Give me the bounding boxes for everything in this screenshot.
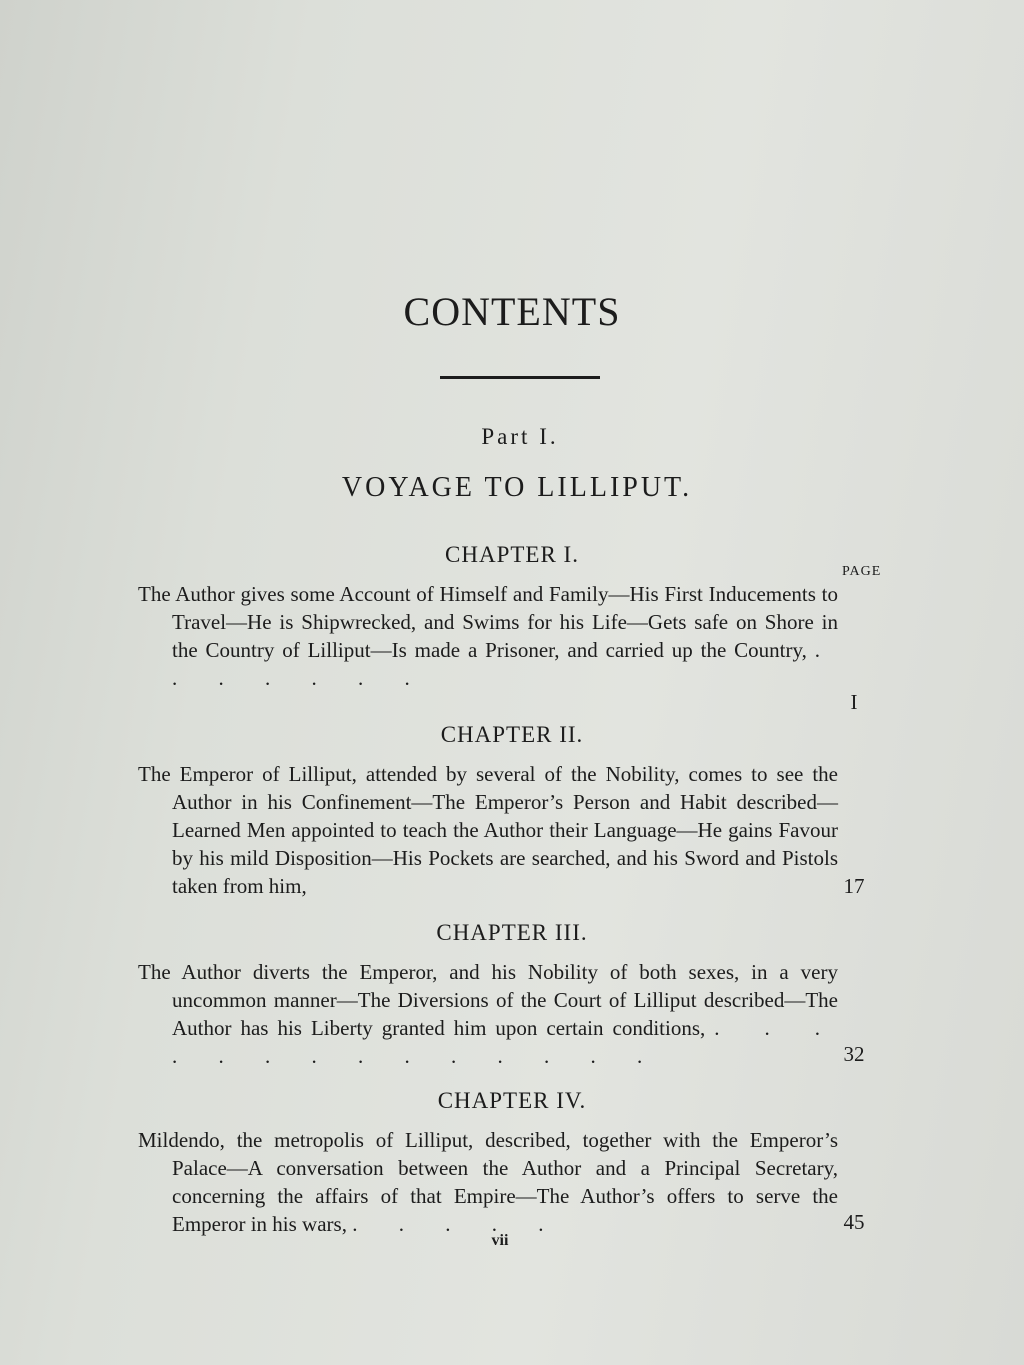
- page-number: 32: [843, 1042, 865, 1066]
- chapter-summary: [138, 760, 838, 900]
- chapter-heading: CHAPTER III.: [436, 920, 588, 945]
- page-title: CONTENTS: [403, 289, 621, 334]
- dot-leaders: . . . . . . .: [172, 638, 839, 690]
- chapter-summary-text: The Author diverts the Emperor, and his Nobility of both sexes, in a very uncommon manner—The Diversions of the Court of Lilliput described—The Author has his Liberty granted him upon certain conditions,: [138, 960, 838, 1040]
- voyage-title: VOYAGE TO LILLIPUT.: [341, 472, 693, 503]
- chapter-summary-text: Mildendo, the metropolis of Lilliput, described, together with the Emperor’s Palace—A conversation between the Author and a Principal Secretary, concerning the affairs of that Empire—The Author’s offers to serve the Emperor in his wars,: [138, 1128, 838, 1236]
- page-number: 45: [843, 1210, 865, 1234]
- page-number: I: [850, 690, 858, 714]
- show-through-text: [200, 60, 800, 300]
- page-number: 17: [843, 874, 865, 898]
- folio-page-number: vii: [491, 1232, 509, 1249]
- chapter-summary-text: The Author gives some Account of Himself and Family—His First Inducements to Travel—He is Shipwrecked, and Swims for his Life—Gets safe on Shore in the Country of Lilliput—Is made a Prisoner, and carried up the Country,: [138, 582, 838, 662]
- dot-leaders: . . . . .: [352, 1212, 562, 1236]
- dot-leaders: . . . . . . . . . . . . . .: [172, 1016, 839, 1068]
- chapter-summary: [138, 580, 838, 692]
- page-column-header: PAGE: [842, 564, 882, 579]
- chapter-heading: CHAPTER II.: [440, 722, 584, 747]
- chapter-summary: [138, 1126, 838, 1238]
- chapter-summary: [138, 958, 838, 1070]
- chapter-summary-text: The Emperor of Lilliput, attended by several of the Nobility, comes to see the Author in his Confinement—The Emperor’s Person and Habit described—Learned Men appointed to teach the Author their Language—He gains Favour by his mild Disposition—His Pockets are searched, and his Sword and Pistols taken from him,: [138, 762, 838, 898]
- part-heading: Part I.: [481, 424, 559, 449]
- title-rule: [440, 376, 600, 379]
- chapter-heading: CHAPTER IV.: [437, 1088, 587, 1113]
- chapter-heading: CHAPTER I.: [445, 542, 579, 567]
